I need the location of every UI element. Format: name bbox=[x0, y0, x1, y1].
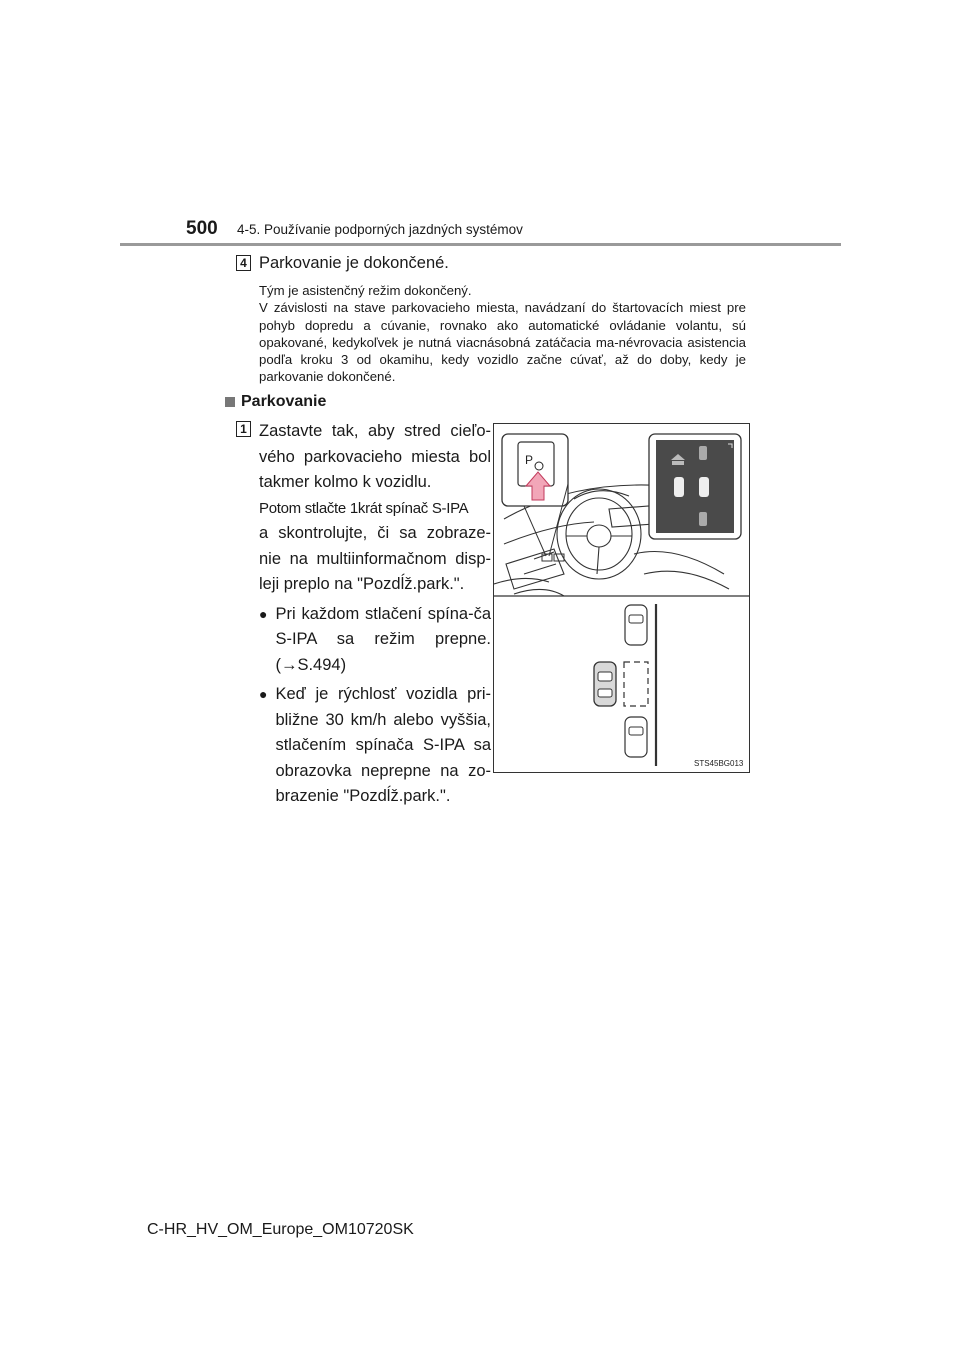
figure-code: STS45BG013 bbox=[694, 759, 744, 768]
target-parking-space bbox=[624, 662, 648, 706]
note-line-2: V závislosti na stave parkovacieho miesta, navádzaní do štartovacích miest pre pohyb dopredu a cúvanie, rovnako ako automatické ovládanie volantu, sú opakované, kedykoľvek je nutná viacnásobná zatáčacia ma-névrovacia asistencia podľa kroku 3 od okamihu, kedy vozidlo začne cúvať, až do doby, kedy je parkovanie dokončené. bbox=[259, 300, 746, 385]
step-1-body bbox=[259, 419, 491, 810]
bullet-text-1: Pri každom stlačení spína-ča S-IPA sa režim prepne. (→S.494) bbox=[275, 604, 491, 674]
header-divider bbox=[120, 243, 841, 246]
bullet-dot-icon: ● bbox=[259, 605, 268, 622]
page-number: 500 bbox=[186, 218, 218, 239]
bullet-item-2 bbox=[259, 682, 491, 810]
parked-car-icon bbox=[625, 605, 647, 645]
step-1-badge: 1 bbox=[236, 421, 251, 437]
bullet-dot-icon: ● bbox=[259, 686, 268, 702]
own-vehicle-icon bbox=[594, 662, 616, 706]
dash-button-icon bbox=[542, 554, 552, 561]
illustration-svg bbox=[494, 424, 749, 772]
bullet-text-2: Keď je rýchlosť vozidla pri-bližne 30 km/h alebo vyššia, stlačením spínača S-IPA sa obrazovka neprepne na zo-brazenie "Pozdĺž.park.". bbox=[275, 685, 491, 805]
parked-car-icon bbox=[625, 717, 647, 757]
chapter-title: 4-5. Používanie podporných jazdných systémov bbox=[237, 222, 523, 237]
step-1-text-1: Zastavte tak, aby stred cieľo-vého parkovacieho miesta bol takmer kolmo k vozidlu. bbox=[259, 422, 491, 491]
note-line-1: Tým je asistenčný režim dokončený. bbox=[259, 283, 472, 298]
multi-info-display bbox=[649, 434, 741, 539]
switch-label: P bbox=[525, 453, 534, 467]
bullet-item-1 bbox=[259, 602, 491, 679]
step-4-title: Parkovanie je dokončené. bbox=[259, 254, 449, 272]
section-heading bbox=[225, 393, 326, 411]
section-title: Parkovanie bbox=[241, 393, 327, 410]
parking-illustration bbox=[493, 423, 750, 773]
step-4-badge: 4 bbox=[236, 255, 251, 271]
step-4-note bbox=[259, 282, 746, 386]
step-1-text-3: a skontrolujte, či sa zobraze-nie na multiinformačnom disp-leji preplo na "Pozdĺž.park.". bbox=[259, 524, 491, 593]
document-id: C-HR_HV_OM_Europe_OM10720SK bbox=[147, 1221, 414, 1238]
s-ipa-switch-callout bbox=[502, 434, 568, 556]
step-1-text-2: Potom stlačte 1krát spínač S-IPA bbox=[259, 499, 469, 517]
square-bullet-icon bbox=[225, 397, 235, 407]
